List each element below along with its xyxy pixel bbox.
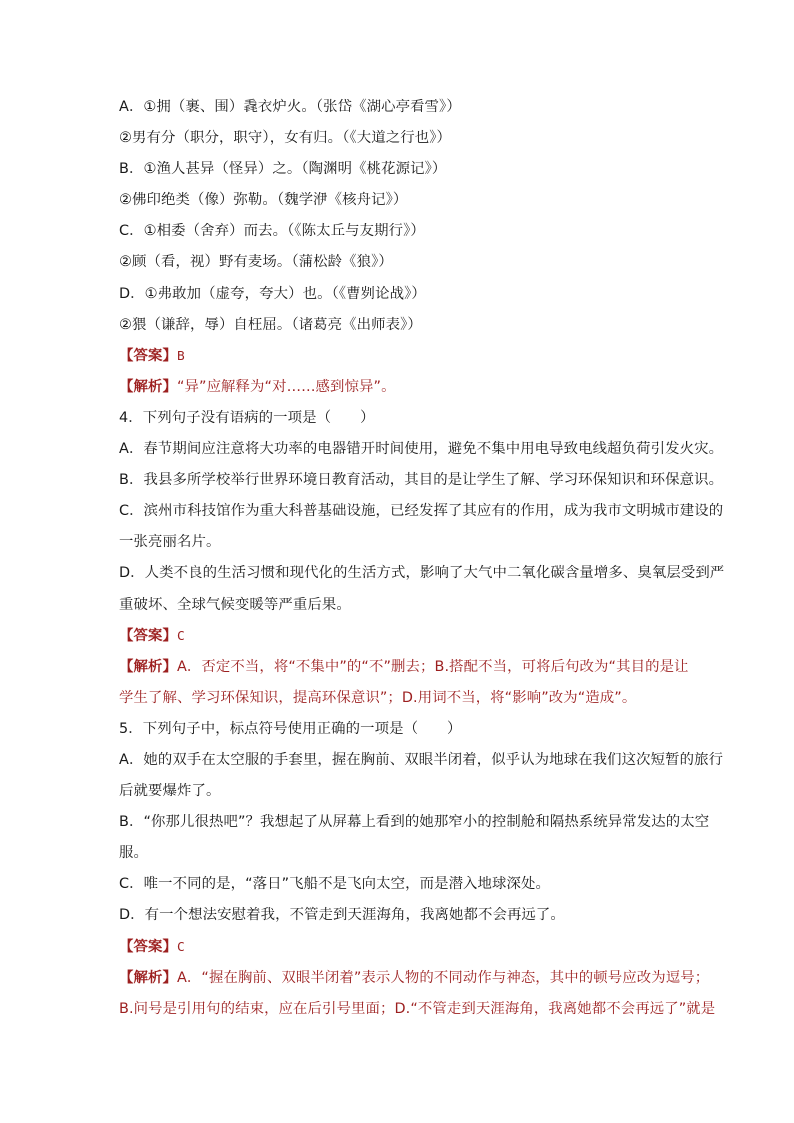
analysis-line	[119, 963, 719, 994]
line-text: “异”应解释为“对……感到惊异”。	[176, 378, 396, 395]
line-text: C．唯一不同的是，“落日”飞船不是飞向太空，而是潜入地球深处。	[119, 876, 550, 893]
text-line	[119, 838, 719, 869]
line-text: 一张亮丽名片。	[119, 534, 221, 551]
line-text: A．“握在胸前、双眼半闭着”表示人物的不同动作与神态，其中的顿号应改为逗号；	[176, 969, 710, 986]
text-line	[119, 590, 719, 621]
analysis-line	[119, 372, 719, 403]
line-text: ②顾（看，视）野有麦场。（蒲松龄《狼》）	[119, 254, 393, 271]
text-line	[119, 496, 724, 527]
line-text: 4．下列句子没有语病的一项是（ ）	[119, 409, 375, 426]
line-text: D．人类不良的生活习惯和现代化的生活方式，影响了大气中二氧化碳含量增多、臭氧层受到严	[119, 565, 725, 582]
line-text: D．有一个想法安慰着我，不管走到天涯海角，我离她都不会再远了。	[119, 907, 565, 924]
text-line	[119, 154, 719, 185]
line-text: B．①渔人甚异（怪异）之。（陶渊明《桃花源记》）	[119, 161, 447, 178]
text-line	[119, 465, 724, 496]
text-line	[119, 310, 719, 341]
line-text: 服。	[119, 845, 148, 862]
analysis-label: 【解析】	[119, 658, 177, 675]
analysis-line	[119, 652, 719, 683]
line-text: A．春节期间应注意将大功率的电器错开时间使用，避免不集中用电导致电线超负荷引发火灾。	[119, 441, 724, 458]
line-text: D．①弗敢加（虚夸，夸大）也。（《曹刿论战》）	[119, 285, 426, 302]
text-line	[119, 745, 724, 776]
text-line	[119, 776, 719, 807]
line-text: ②猥（谦辞，辱）自枉屈。（诸葛亮《出师表》）	[119, 316, 422, 333]
line-text: 重破坏、全球气候变暖等严重后果。	[119, 596, 351, 613]
line-text: ②男有分（职分，职守），女有归。（《大道之行也》）	[119, 130, 451, 147]
text-line	[119, 247, 719, 278]
text-line	[119, 123, 719, 154]
line-text: B．我县多所学校举行世界环境日教育活动，其目的是让学生了解、学习环保知识和环保意识。	[119, 472, 724, 489]
analysis-label: 【解析】	[119, 969, 177, 986]
line-text: 5．下列句子中，标点符号使用正确的一项是（ ）	[119, 720, 462, 737]
text-line	[119, 714, 719, 745]
text-line	[119, 807, 719, 838]
analysis-line	[119, 683, 719, 714]
line-text: A．否定不当，将“不集中”的“不”删去；B.搭配不当，可将后句改为“其目的是让	[176, 658, 689, 675]
text-line	[119, 900, 719, 931]
line-text: A．她的双手在太空服的手套里，握在胸前、双眼半闭着，似乎认为地球在我们这次短暂的旅行	[119, 751, 724, 768]
text-line	[119, 92, 719, 123]
line-text: C．①相委（舍弃）而去。（《陈太丘与友期行》）	[119, 223, 425, 240]
analysis-line	[119, 994, 719, 1025]
analysis-label: 【解析】	[119, 378, 177, 395]
answer-label: 【答案】	[119, 347, 177, 364]
text-line	[119, 216, 719, 247]
line-text: C．滨州市科技馆作为重大科普基础设施，已经发挥了其应有的作用，成为我市文明城市建设的	[119, 503, 724, 520]
line-text: B.问号是引用句的结束，应在后引号里面；D.“不管走到天涯海角，我离她都不会再远了”就是	[119, 1000, 716, 1017]
answer-value: B	[176, 348, 185, 364]
line-text: 后就要爆炸了。	[119, 783, 221, 800]
text-line	[119, 185, 719, 216]
document-body	[119, 92, 725, 1025]
answer-value: C	[176, 939, 185, 955]
line-text: 学生了解、学习环保知识，提高环保意识”；D.用词不当，将“影响”改为“造成”。	[119, 689, 637, 706]
text-line	[119, 434, 724, 465]
text-line	[119, 869, 719, 900]
line-text: B．“你那儿很热吧”？我想起了从屏幕上看到的她那窄小的控制舱和隔热系统异常发达的太空	[119, 814, 710, 831]
answer-label: 【答案】	[119, 627, 177, 644]
text-line	[119, 527, 719, 558]
answer-line	[119, 621, 719, 652]
text-line	[119, 403, 719, 434]
answer-line	[119, 341, 719, 372]
text-line	[119, 279, 719, 310]
answer-line	[119, 932, 719, 963]
line-text: A．①拥（裹、围）毳衣炉火。（张岱《湖心亭看雪》）	[119, 99, 461, 115]
answer-value: C	[176, 628, 185, 644]
line-text: ②佛印绝类（像）弥勒。（魏学洢《核舟记》）	[119, 192, 408, 209]
text-line	[119, 558, 725, 589]
answer-label: 【答案】	[119, 938, 177, 955]
